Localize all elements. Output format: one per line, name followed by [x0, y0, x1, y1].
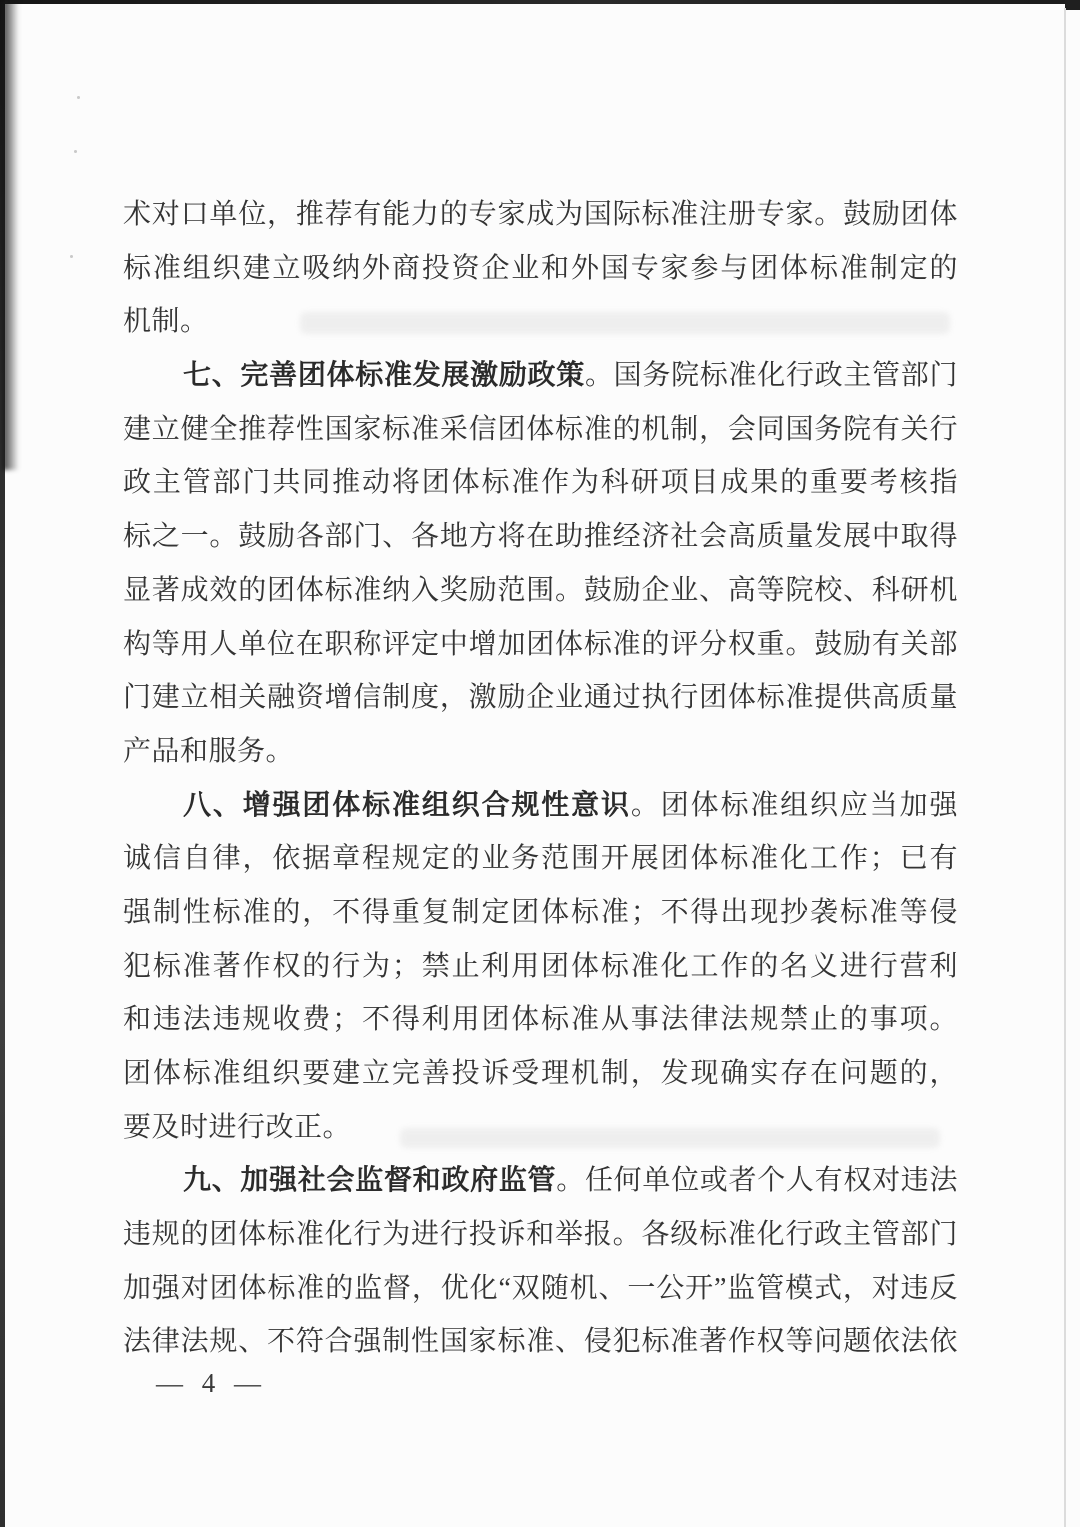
- text-line: [123, 456, 958, 510]
- text-run: 标准组织建立吸纳外商投资企业和外国专家参与团体标准制定的: [123, 252, 958, 284]
- section-heading-line: [123, 1154, 958, 1208]
- text-line: [123, 940, 958, 994]
- text-line: [123, 993, 958, 1047]
- section-heading: 八、增强团体标准组织合规性意识: [183, 789, 631, 821]
- text-line: [123, 1315, 958, 1369]
- text-run: 产品和服务。: [123, 735, 295, 767]
- scan-edge-top: [0, 0, 1080, 4]
- section-heading: 九、加强社会监督和政府监管: [183, 1165, 557, 1197]
- scan-corner-top-right: [1065, 0, 1080, 10]
- scan-speck: [70, 255, 73, 258]
- section-heading-line: [123, 349, 958, 403]
- text-run: 构等用人单位在职称评定中增加团体标准的评分权重。鼓励有关部: [123, 628, 958, 660]
- section-heading-line: [123, 779, 958, 833]
- text-run: 犯标准著作权的行为；禁止利用团体标准化工作的名义进行营利: [123, 950, 958, 982]
- text-run: 政主管部门共同推动将团体标准作为科研项目成果的重要考核指: [123, 467, 958, 499]
- text-run: 法律法规、不符合强制性国家标准、侵犯标准著作权等问题依法依: [123, 1326, 958, 1358]
- text-run: 和违法违规收费；不得利用团体标准从事法律法规禁止的事项。: [123, 1004, 958, 1036]
- text-line: [123, 886, 958, 940]
- text-line: [123, 671, 958, 725]
- text-run: 门建立相关融资增信制度，激励企业通过执行团体标准提供高质量: [123, 682, 958, 714]
- text-run: 。团体标准组织应当加强: [630, 789, 958, 821]
- text-line: [123, 725, 958, 779]
- text-run: 机制。: [123, 306, 209, 338]
- text-line: [123, 1262, 958, 1316]
- text-line: [123, 618, 958, 672]
- scan-speck: [74, 150, 77, 153]
- scan-edge-right-line: [1064, 8, 1066, 1527]
- text-run: 显著成效的团体标准纳入奖励范围。鼓励企业、高等院校、科研机: [123, 574, 958, 606]
- text-run: 术对口单位，推荐有能力的专家成为国际标准注册专家。鼓励团体: [123, 199, 958, 230]
- text-run: 诚信自律，依据章程规定的业务范围开展团体标准化工作；已有: [123, 843, 958, 875]
- text-run: 要及时进行改正。: [123, 1111, 352, 1143]
- section-heading: 七、完善团体标准发展激励政策: [183, 360, 585, 392]
- text-line: [123, 242, 958, 296]
- text-line: [123, 1101, 958, 1155]
- document-body: [123, 188, 958, 1369]
- text-run: 。国务院标准化行政主管部门: [584, 360, 958, 392]
- text-run: 加强对团体标准的监督，优化“双随机、一公开”监管模式，对违反: [123, 1272, 958, 1304]
- scan-speck: [77, 96, 80, 99]
- text-line: [123, 295, 958, 349]
- text-run: 建立健全推荐性国家标准采信团体标准的机制，会同国务院有关行: [123, 413, 958, 445]
- text-line: [123, 1208, 958, 1262]
- page-number: — 4 —: [156, 1368, 267, 1398]
- text-run: 标之一。鼓励各部门、各地方将在助推经济社会高质量发展中取得: [123, 521, 958, 553]
- text-line: [123, 510, 958, 564]
- scan-edge-left-shadow: [2, 0, 19, 470]
- text-run: 。任何单位或者个人有权对违法: [556, 1165, 958, 1197]
- text-run: 强制性标准的，不得重复制定团体标准；不得出现抄袭标准等侵: [123, 896, 958, 928]
- text-line: [123, 403, 958, 457]
- text-run: 违规的团体标准化行为进行投诉和举报。各级标准化行政主管部门: [123, 1219, 958, 1251]
- text-line: [123, 1047, 958, 1101]
- text-line: [123, 188, 958, 242]
- text-line: [123, 832, 958, 886]
- text-run: 团体标准组织要建立完善投诉受理机制，发现确实存在问题的，: [123, 1058, 958, 1089]
- text-line: [123, 564, 958, 618]
